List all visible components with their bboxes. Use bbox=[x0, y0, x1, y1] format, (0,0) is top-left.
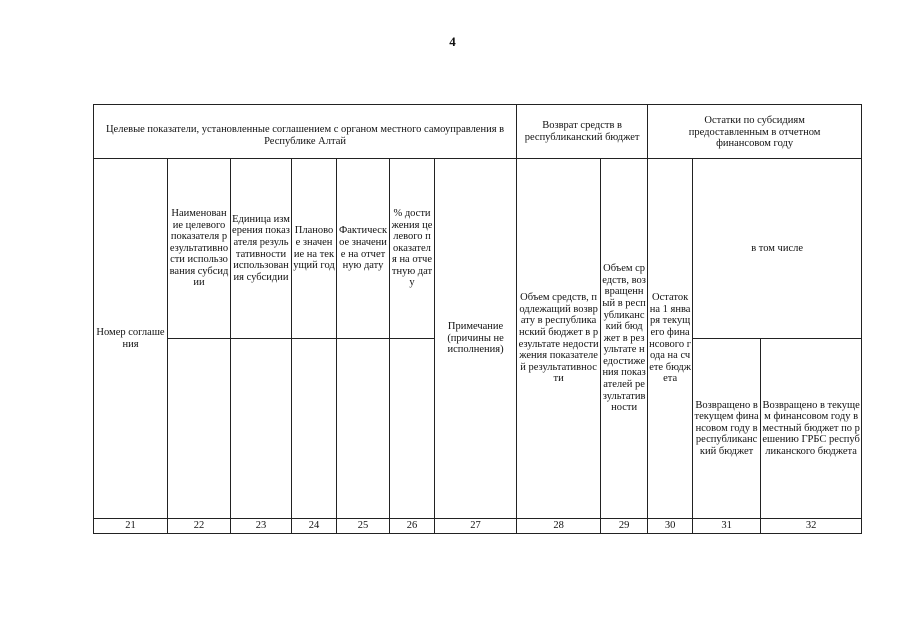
header-targets-group: Целевые показатели, установленные соглашением с органом местного самоуправления в Республике Алтай bbox=[94, 105, 517, 159]
column-number: 24 bbox=[292, 519, 337, 534]
column-number: 27 bbox=[435, 519, 517, 534]
header-actual-value: Фактическое значение на отчетную дату bbox=[337, 159, 390, 339]
header-achievement-percent: % достижения целевого показателя на отчетную дату bbox=[390, 159, 435, 339]
header-remainder-jan1: Остаток на 1 января текущего финансового года на счете бюджета bbox=[648, 159, 693, 519]
empty-cell bbox=[231, 339, 292, 519]
column-number: 31 bbox=[693, 519, 761, 534]
empty-cell bbox=[390, 339, 435, 519]
report-table bbox=[93, 104, 862, 534]
header-planned-value: Плановое значение на текущий год bbox=[292, 159, 337, 339]
column-number: 21 bbox=[94, 519, 168, 534]
header-including: в том числе bbox=[693, 159, 862, 339]
header-returned-current-year: Возвращено в текущем финансовом году в республиканский бюджет bbox=[693, 339, 761, 519]
header-return-volume: Объем средств, подлежащий возврату в республиканский бюджет в результате недостижения показателей результативности bbox=[517, 159, 601, 519]
header-unit: Единица измерения показателя результативности использования субсидии bbox=[231, 159, 292, 339]
page-number: 4 bbox=[449, 34, 456, 49]
header-note: Примечание (причины не исполнения) bbox=[435, 159, 517, 519]
empty-cell bbox=[337, 339, 390, 519]
column-number: 22 bbox=[168, 519, 231, 534]
header-agreement-number: Номер соглашения bbox=[94, 159, 168, 519]
header-indicator-name: Наименование целевого показателя результативности использования субсидии bbox=[168, 159, 231, 339]
column-number: 29 bbox=[601, 519, 648, 534]
column-number: 23 bbox=[231, 519, 292, 534]
header-returned-volume: Объем средств, возвращенный в республиканский бюджет в результате недостижения показателей результативности bbox=[601, 159, 648, 519]
empty-cell bbox=[292, 339, 337, 519]
header-returned-local: Возвращено в текущем финансовом году в местный бюджет по решению ГРБС республиканского бюджета bbox=[761, 339, 862, 519]
column-number: 32 bbox=[761, 519, 862, 534]
column-number-row bbox=[94, 519, 862, 534]
column-number: 30 bbox=[648, 519, 693, 534]
header-return-group: Возврат средств в республиканский бюджет bbox=[517, 105, 648, 159]
header-remainder-group: Остатки по субсидиям предоставленным в отчетном финансовом году bbox=[648, 105, 862, 159]
column-number: 26 bbox=[390, 519, 435, 534]
column-number: 25 bbox=[337, 519, 390, 534]
empty-cell bbox=[168, 339, 231, 519]
column-number: 28 bbox=[517, 519, 601, 534]
